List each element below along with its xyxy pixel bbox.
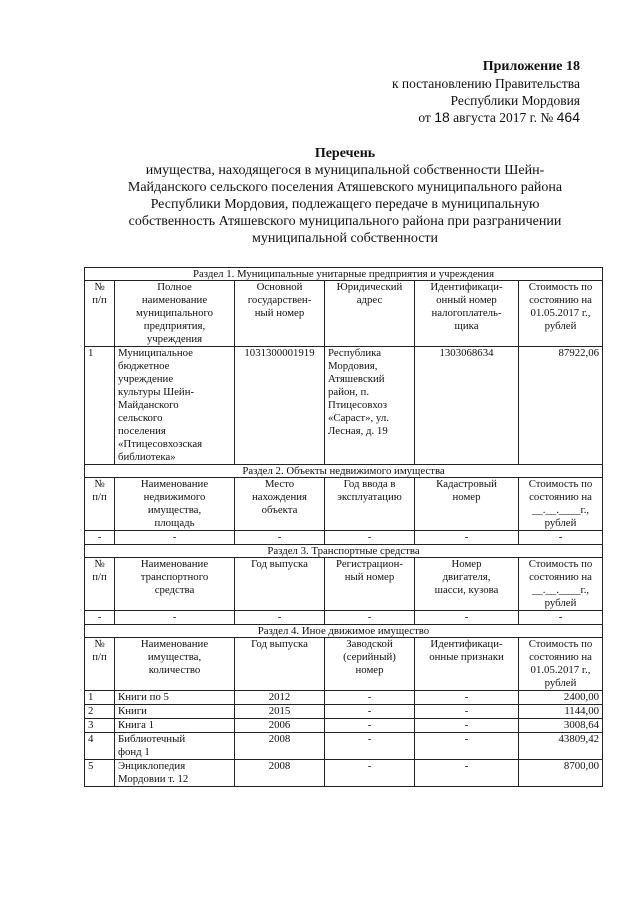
cell-col-3 [235,691,325,705]
header-text-line: Идентификаци- [430,281,503,293]
header-text-line: п/п [92,651,107,663]
cell-text-line: - [464,691,469,703]
cell-col-5 [415,733,519,760]
header-col-3 [235,478,325,531]
cell-col-5 [415,691,519,705]
cell-col-4 [325,760,415,787]
cell-text-line: - [367,691,372,703]
header-text-line: муниципального [135,307,214,319]
cell-text-line: 2400,00 [563,691,600,703]
section-title-row [85,465,603,478]
cell-text-line: Библиотечный [118,733,186,745]
section-title-row [85,268,603,281]
header-text-line: эксплуатацию [337,491,402,503]
header-text-line: рублей [544,597,577,609]
date-day: 18 [434,109,450,125]
section-title-row [85,545,603,558]
cell-col-number [85,719,115,733]
cell-text-line: 1 [88,691,94,703]
cell-text-line: Книги [118,705,147,717]
cell-col-4 [325,531,415,545]
date-prefix: от [418,110,431,125]
cell-text-line: - [558,611,563,623]
table-row [85,691,603,705]
cell-col-value [519,705,603,719]
header-text-line: № [94,558,105,570]
cell-col-value [519,760,603,787]
header-text-line: рублей [544,517,577,529]
section-title-row [85,625,603,638]
header-text-line: Регистрацион- [335,558,404,570]
cell-text-line: 2006 [268,719,291,731]
header-text-line: государствен- [247,294,312,306]
header-text-line: Год выпуска [251,558,308,570]
header-text-line: № [94,281,105,293]
header-text-line: состоянию на [529,651,592,663]
header-text-line: щика [454,320,479,332]
cell-col-number [85,733,115,760]
cell-text-line: 2015 [268,705,291,717]
section-title: Раздел 3. Транспортные средства [85,545,603,558]
table-row [85,733,603,760]
document-heading [80,145,610,247]
header-text-line: объекта [261,504,298,516]
cell-text-line: - [367,760,372,772]
decree-number: 464 [556,109,580,125]
cell-col-number [85,691,115,705]
header-text-line: Номер [451,558,482,570]
header-row [85,478,603,531]
heading-line-5: муниципальной собственности [251,231,439,246]
cell-text-line: «Птицесовхозская [118,438,203,450]
table-row [85,760,603,787]
appendix-date-line [392,109,580,126]
header-text-line: __.__.____г., [531,504,590,516]
header-text-line: п/п [92,294,107,306]
header-text-line: № [94,478,105,490]
cell-text-line: 2008 [268,733,291,745]
section-title: Раздел 1. Муниципальные унитарные предприятия и учреждения [85,268,603,281]
cell-text-line: Лесная, д. 19 [328,425,388,437]
header-text-line: Год выпуска [251,638,308,650]
header-text-line: двигателя, [442,571,491,583]
cell-text-line: 3 [88,719,94,731]
header-text-line: Наименование [140,558,209,570]
cell-text-line: - [464,719,469,731]
header-text-line: Основной [256,281,303,293]
header-text-line: состоянию на [529,294,592,306]
header-text-line: Полное [157,281,192,293]
header-text-line: учреждения [146,333,203,345]
header-text-line: количество [148,664,201,676]
cell-text-line: - [97,611,102,623]
header-col-4 [325,558,415,611]
header-text-line: Идентификаци- [430,638,503,650]
cell-col-3 [235,733,325,760]
cell-col-5 [415,347,519,465]
cell-col-4 [325,705,415,719]
cell-text-line: 1031300001919 [244,347,315,359]
cell-text-line: 1144,00 [564,705,600,717]
header-text-line: адрес [356,294,383,306]
cell-text-line: 8700,00 [563,760,600,772]
cell-col-3 [235,611,325,625]
header-col-value [519,558,603,611]
header-col-4 [325,638,415,691]
cell-text-line: Мордовия, [328,360,378,372]
header-text-line: Год ввода в [343,478,396,490]
cell-col-4 [325,733,415,760]
cell-text-line: культуры Шейн- [118,386,195,398]
header-text-line: имущества, [147,651,202,663]
header-col-3 [235,281,325,347]
cell-col-value [519,691,603,705]
cell-text-line: - [464,531,469,543]
header-text-line: недвижимого [143,491,206,503]
header-col-5 [415,638,519,691]
header-text-line: п/п [92,571,107,583]
cell-col-name [115,760,235,787]
header-text-line: Заводской [346,638,393,650]
header-col-name [115,558,235,611]
cell-text-line: - [97,531,102,543]
header-text-line: площадь [154,517,195,529]
header-text-line: 01.05.2017 г., [530,307,591,319]
header-text-line: транспортного [140,571,209,583]
cell-col-name [115,733,235,760]
header-row [85,558,603,611]
cell-text-line: бюджетное [118,360,170,372]
cell-col-4 [325,691,415,705]
cell-text-line: - [172,611,177,623]
cell-text-line: Муниципальное [118,347,193,359]
cell-col-4 [325,719,415,733]
cell-text-line: - [464,611,469,623]
header-text-line: состоянию на [529,571,592,583]
header-col-3 [235,638,325,691]
header-text-line: Наименование [140,478,209,490]
header-text-line: (серийный) [343,651,396,663]
cell-col-value [519,347,603,465]
cell-col-value [519,719,603,733]
header-text-line: Стоимость по [528,478,593,490]
section-title: Раздел 4. Иное движимое имущество [85,625,603,638]
cell-col-4 [325,347,415,465]
header-text-line: Кадастровый [436,478,497,490]
header-text-line: п/п [92,491,107,503]
cell-text-line: Энциклопедия [118,760,186,772]
appendix-line-2: Республики Мордовия [450,93,580,108]
cell-col-name [115,611,235,625]
cell-text-line: - [558,531,563,543]
appendix-line-1: к постановлению Правительства [391,76,580,91]
date-middle: августа 2017 г. № [453,110,554,125]
cell-col-5 [415,531,519,545]
cell-col-3 [235,719,325,733]
appendix-title: Приложение 18 [482,59,580,74]
header-text-line: онный номер [436,294,497,306]
cell-col-name [115,531,235,545]
header-text-line: рублей [544,320,577,332]
header-text-line: Юридический [336,281,403,293]
header-text-line: номер [452,491,481,503]
header-text-line: шасси, кузова [434,584,499,596]
cell-text-line: Атяшевский [328,373,385,385]
cell-col-number [85,760,115,787]
cell-col-name [115,691,235,705]
header-col-number [85,558,115,611]
cell-text-line: Книга 1 [118,719,155,731]
header-text-line: имущества, [147,504,202,516]
cell-col-5 [415,719,519,733]
header-col-name [115,638,235,691]
cell-col-4 [325,611,415,625]
table-row [85,705,603,719]
header-row [85,638,603,691]
cell-col-3 [235,705,325,719]
cell-text-line: 43809,42 [558,733,600,745]
header-text-line: онные признаки [429,651,504,663]
cell-text-line: - [367,705,372,717]
cell-text-line: - [464,733,469,745]
cell-text-line: Мордовии т. 12 [118,773,189,785]
cell-text-line: 5 [88,760,94,772]
cell-col-5 [415,705,519,719]
cell-col-value [519,733,603,760]
cell-col-5 [415,611,519,625]
cell-col-value [519,531,603,545]
cell-col-number [85,531,115,545]
header-text-line: рублей [544,677,577,689]
table-row [85,611,603,625]
cell-text-line: - [367,531,372,543]
header-text-line: средства [154,584,195,596]
heading-line-4: собственность Атяшевского муниципального района при разграничении [128,214,562,229]
cell-text-line: 87922,06 [558,347,600,359]
heading-title: Перечень [314,146,376,161]
appendix-block [392,58,580,126]
heading-line-2: Майданского сельского поселения Атяшевского муниципального района [127,180,563,195]
header-col-value [519,281,603,347]
cell-col-name [115,705,235,719]
header-col-name [115,281,235,347]
header-col-4 [325,281,415,347]
header-text-line: номер [355,664,384,676]
header-col-name [115,478,235,531]
cell-text-line: - [367,733,372,745]
cell-text-line: учреждение [118,373,174,385]
header-text-line: предприятия, [143,320,206,332]
heading-line-3: Республики Мордовия, подлежащего передаче в муниципальную [150,197,540,212]
header-text-line: Стоимость по [528,558,593,570]
cell-text-line: поселения [118,425,166,437]
header-col-5 [415,281,519,347]
header-text-line: __.__.____г., [531,584,590,596]
cell-text-line: - [367,719,372,731]
cell-col-value [519,611,603,625]
header-col-value [519,638,603,691]
cell-col-3 [235,347,325,465]
cell-text-line: 4 [88,733,94,745]
cell-text-line: - [172,531,177,543]
cell-col-number [85,347,115,465]
cell-text-line: - [277,611,282,623]
header-col-value [519,478,603,531]
cell-text-line: Республика [328,347,382,359]
section-title: Раздел 2. Объекты недвижимого имущества [85,465,603,478]
header-text-line: ный номер [344,571,395,583]
cell-text-line: - [464,760,469,772]
cell-text-line: сельского [118,412,163,424]
cell-text-line: Птицесовхоз [328,399,388,411]
cell-text-line: фонд 1 [118,746,150,758]
cell-text-line: Майданского [118,399,179,411]
table-row [85,719,603,733]
header-col-number [85,638,115,691]
cell-text-line: 1 [88,347,94,359]
cell-col-name [115,719,235,733]
header-row [85,281,603,347]
header-text-line: Стоимость по [528,281,593,293]
header-text-line: налогоплатель- [431,307,502,319]
header-col-5 [415,558,519,611]
cell-col-3 [235,531,325,545]
header-text-line: № [94,638,105,650]
header-text-line: Место [264,478,295,490]
table-row [85,531,603,545]
header-col-number [85,281,115,347]
cell-text-line: 2 [88,705,94,717]
header-col-number [85,478,115,531]
cell-text-line: 2008 [268,760,291,772]
cell-text-line: - [367,611,372,623]
header-col-5 [415,478,519,531]
cell-text-line: район, п. [328,386,370,398]
header-text-line: ный номер [254,307,305,319]
table-row [85,347,603,465]
cell-col-5 [415,760,519,787]
cell-text-line: «Сараст», ул. [328,412,389,424]
cell-col-name [115,347,235,465]
cell-text-line: - [277,531,282,543]
property-table [84,267,603,787]
cell-text-line: 1303068634 [439,347,494,359]
header-text-line: нахождения [252,491,307,503]
cell-col-number [85,611,115,625]
cell-text-line: библиотека» [118,451,176,463]
heading-line-1: имущества, находящегося в муниципальной собственности Шейн- [145,163,545,178]
header-text-line: Наименование [140,638,209,650]
cell-col-number [85,705,115,719]
header-text-line: наименование [141,294,208,306]
cell-col-3 [235,760,325,787]
cell-text-line: 2012 [268,691,291,703]
cell-text-line: Книги по 5 [118,691,169,703]
header-text-line: состоянию на [529,491,592,503]
cell-text-line: 3008,64 [563,719,600,731]
header-text-line: 01.05.2017 г., [530,664,591,676]
cell-text-line: - [464,705,469,717]
header-text-line: Стоимость по [528,638,593,650]
header-col-3 [235,558,325,611]
header-col-4 [325,478,415,531]
